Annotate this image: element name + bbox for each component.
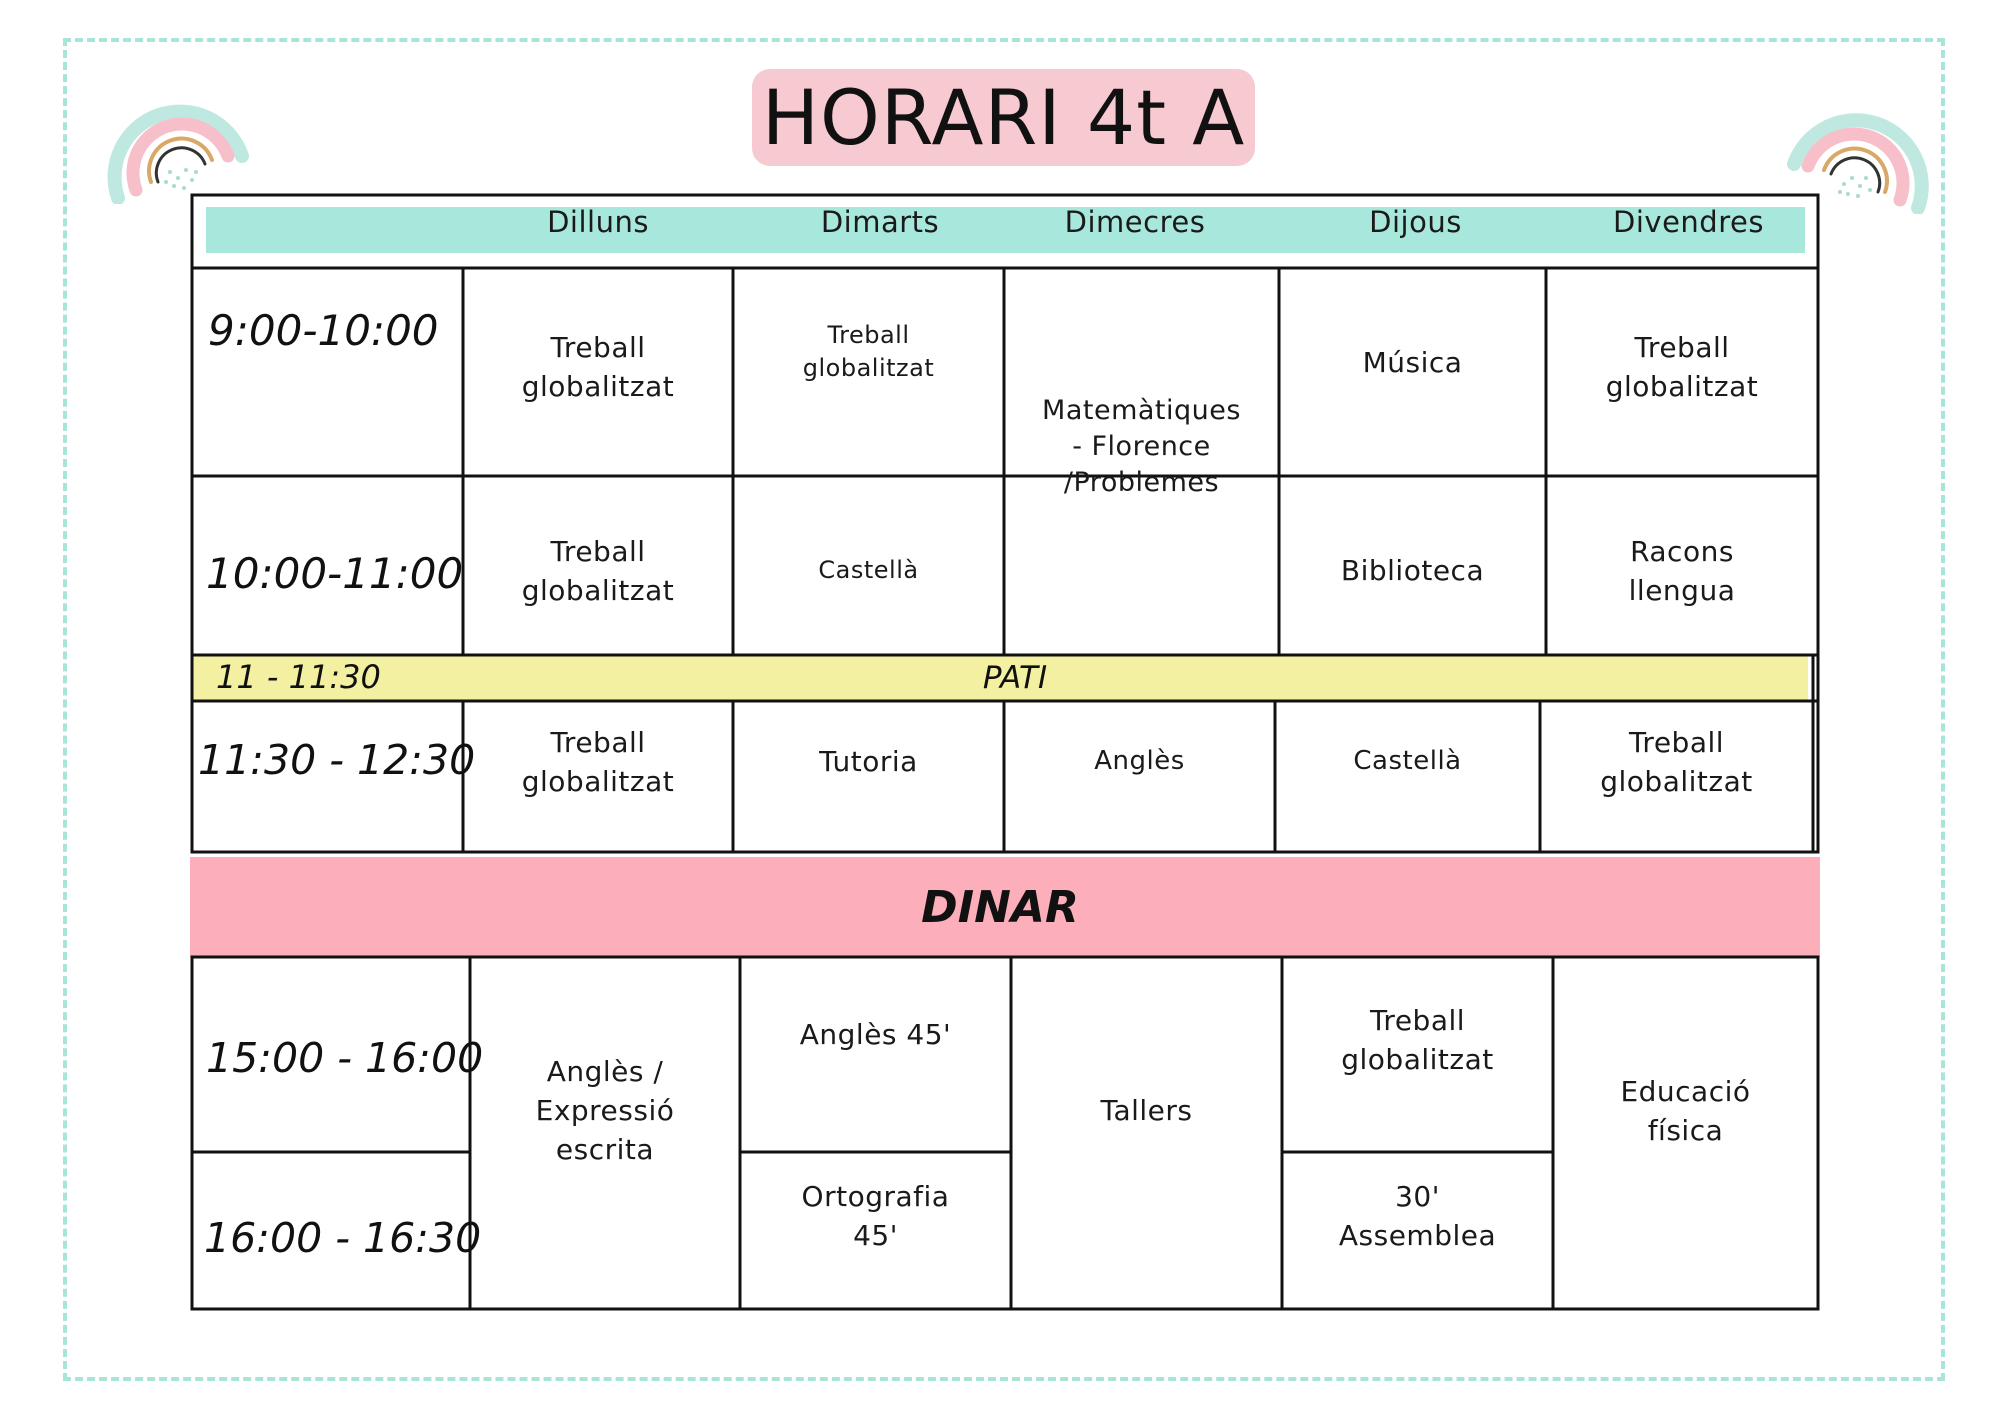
break-label: PATI — [982, 660, 1048, 696]
cell-wednesday-3: Anglès — [1094, 746, 1185, 776]
time-slot-5: 16:00 - 16:30 — [204, 1214, 482, 1262]
cell-monday-3: Treball globalitzat — [521, 725, 675, 798]
day-header-monday: Dilluns — [547, 205, 649, 239]
cell-wednesday-1-2: Matemàtiques - Florence /Problemes — [1042, 394, 1241, 498]
cell-tuesday-4: Anglès 45' — [799, 1018, 952, 1051]
lunch-label: DINAR — [921, 881, 1079, 933]
cell-thursday-2: Biblioteca — [1340, 554, 1485, 587]
cell-thursday-5: 30' Assemblea — [1338, 1179, 1497, 1252]
time-slot-2: 10:00-11:00 — [206, 548, 464, 598]
time-slot-1: 9:00-10:00 — [208, 305, 439, 355]
cell-thursday-3: Castellà — [1353, 746, 1462, 776]
day-header-thursday: Dijous — [1369, 205, 1462, 239]
time-slot-break: 11 - 11:30 — [216, 658, 381, 696]
cell-friday-2: Racons llengua — [1628, 534, 1736, 607]
cell-tuesday-2: Castellà — [818, 556, 919, 584]
cell-tuesday-1: Treball globalitzat — [802, 321, 935, 382]
time-slot-3: 11:30 - 12:30 — [198, 736, 476, 784]
cell-monday-2: Treball globalitzat — [521, 534, 675, 607]
cell-tuesday-3: Tutoria — [819, 745, 918, 778]
title-text: HORARI 4t A — [761, 73, 1246, 162]
day-header-friday: Divendres — [1613, 205, 1764, 239]
day-header-wednesday: Dimecres — [1064, 205, 1206, 239]
cell-wednesday-4-5: Tallers — [1100, 1094, 1193, 1127]
cell-thursday-4: Treball globalitzat — [1341, 1003, 1494, 1076]
cell-friday-1: Treball globalitzat — [1605, 331, 1759, 403]
day-header-tuesday: Dimarts — [820, 205, 940, 239]
cell-monday-4-5: Anglès / Expressió escrita — [535, 1055, 675, 1166]
cell-tuesday-5: Ortografia 45' — [801, 1179, 950, 1252]
cell-friday-3: Treball globalitzat — [1600, 725, 1753, 798]
cell-monday-1: Treball globalitzat — [521, 331, 675, 403]
time-slot-4: 15:00 - 16:00 — [206, 1034, 484, 1082]
cell-friday-4-5: Educació física — [1620, 1074, 1751, 1147]
cell-thursday-1: Música — [1362, 345, 1463, 379]
